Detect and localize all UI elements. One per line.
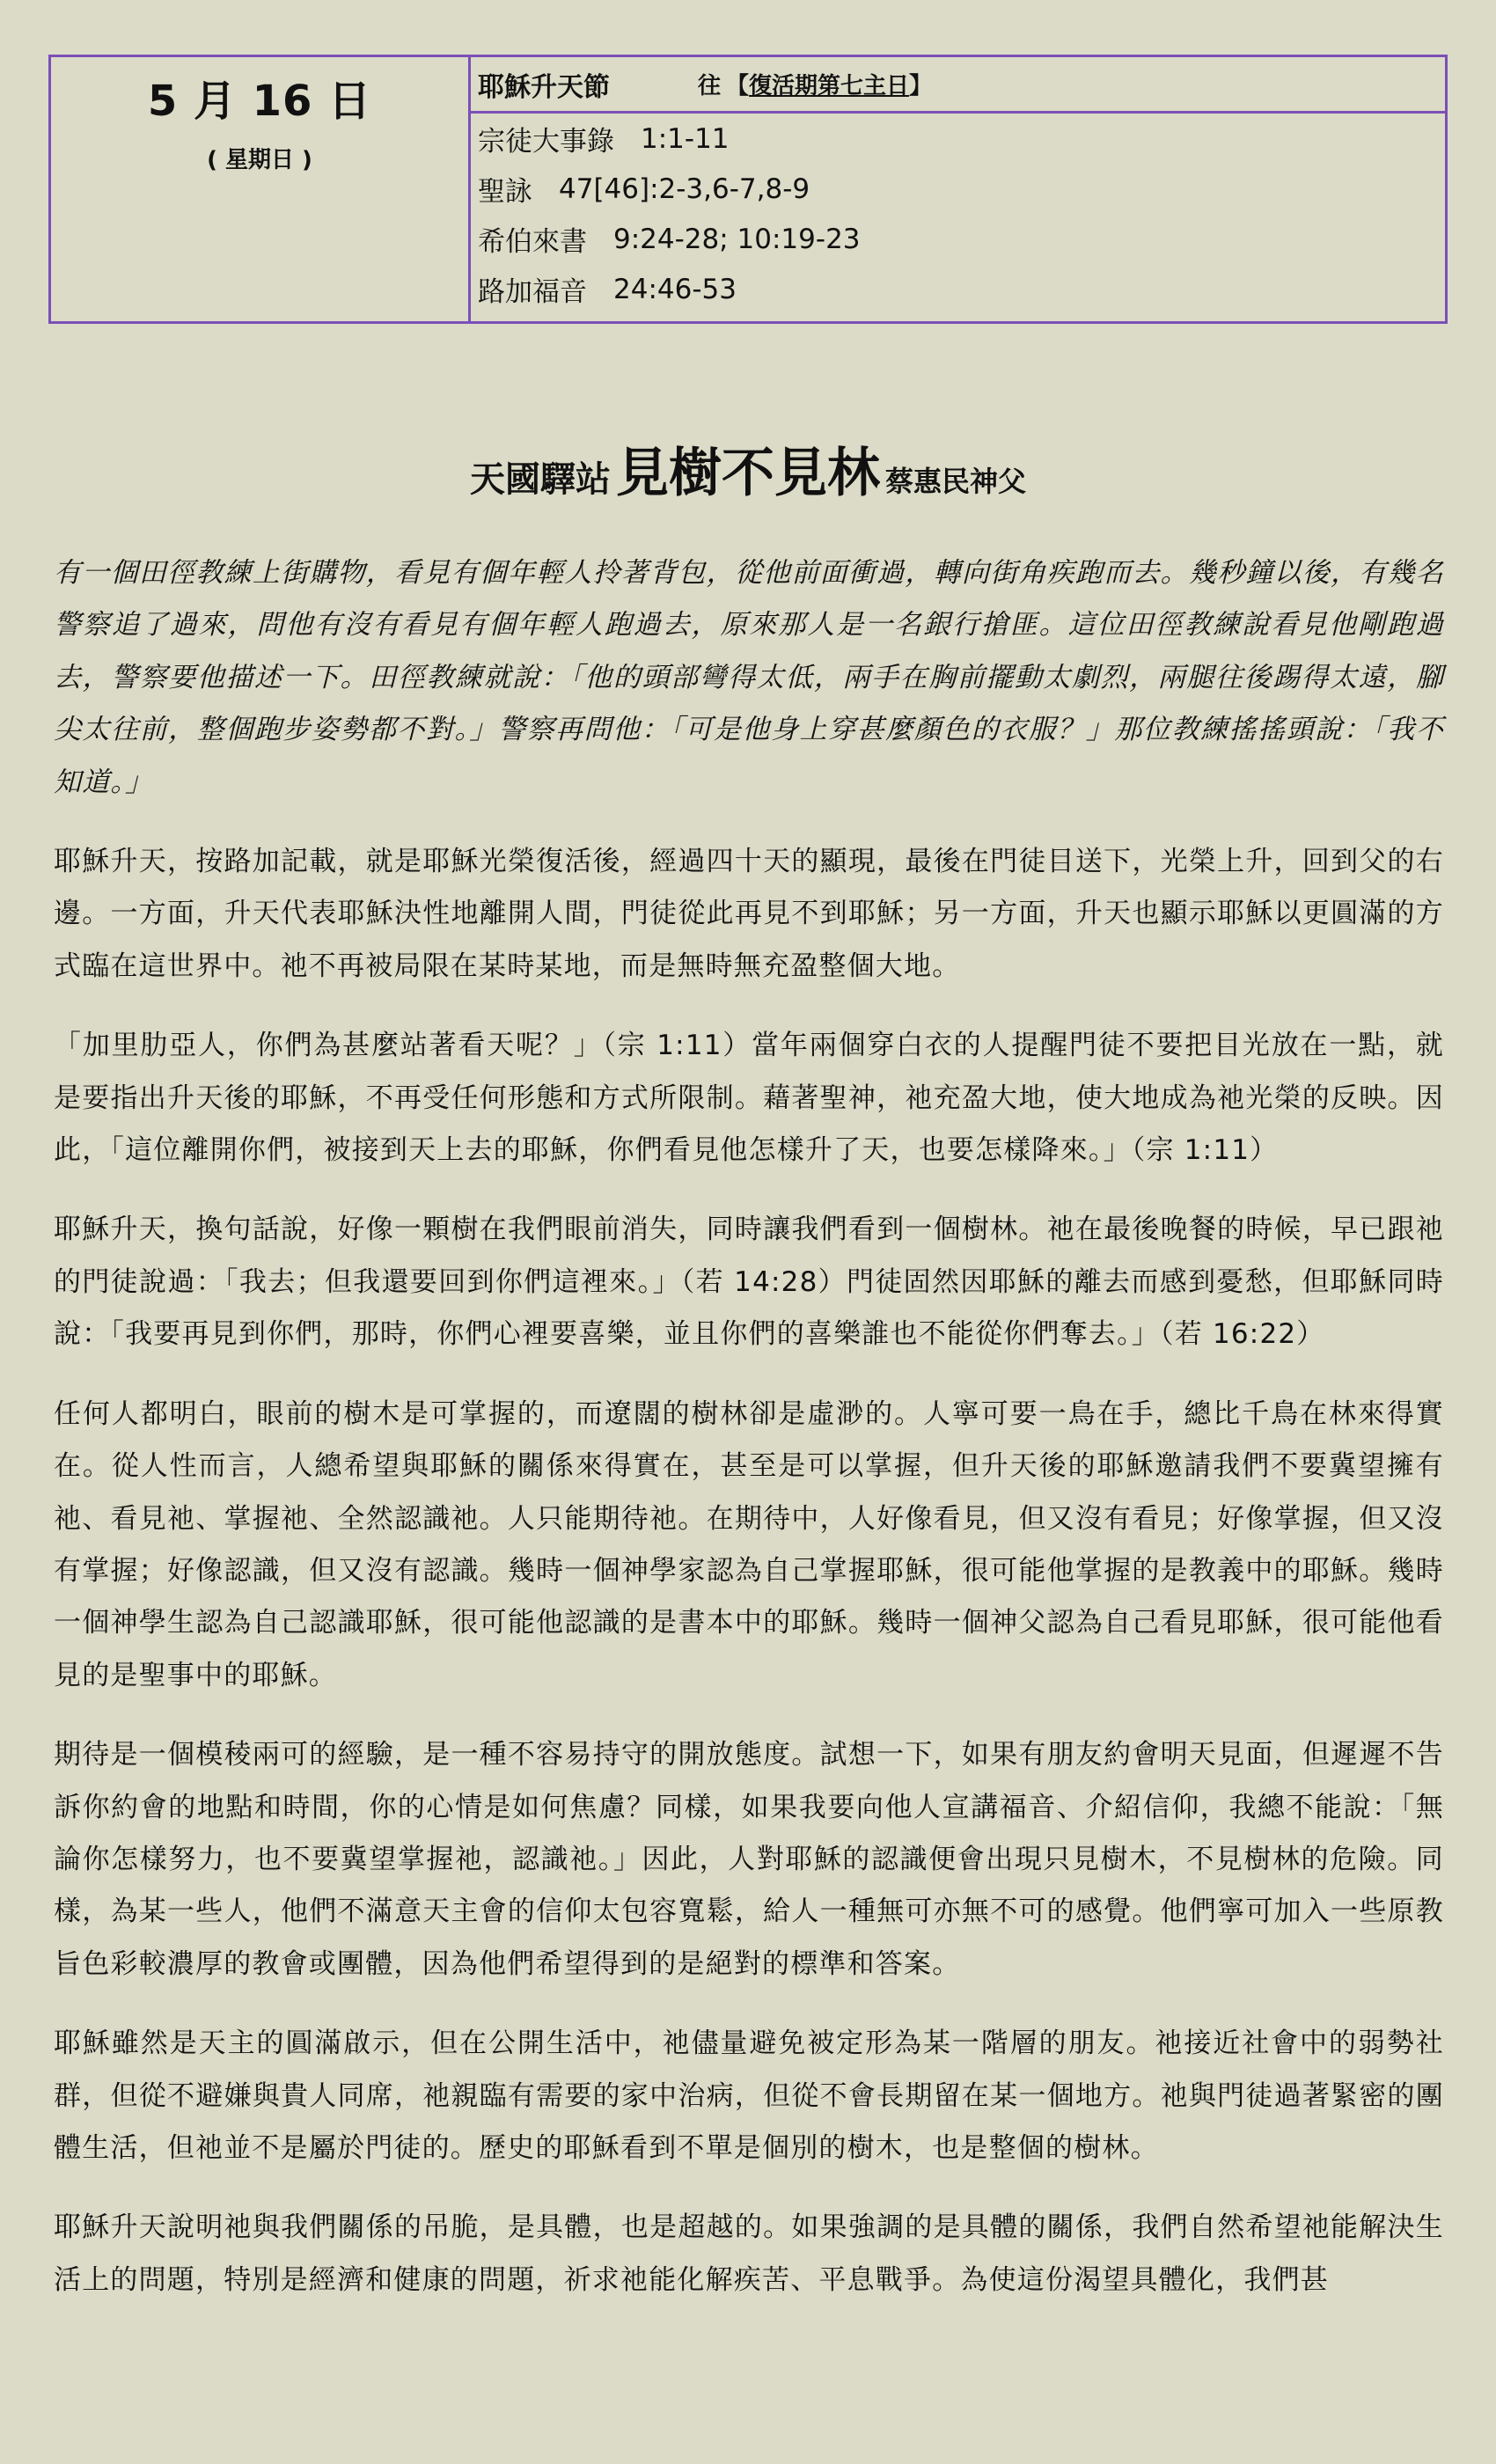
reading-row — [471, 164, 1445, 214]
feast-row — [471, 57, 1445, 114]
liturgy-header-table — [48, 55, 1448, 324]
reading-row — [471, 114, 1445, 164]
feast-season-text: 復活期第七主日 — [749, 73, 910, 99]
article-paragraph: 耶穌升天，換句話說，好像一顆樹在我們眼前消失，同時讓我們看到一個樹林。祂在最後晚餐的時候，早已跟祂的門徒說過：「我去；但我還要回到你們這裡來。」（若 14:28）門徒固然因耶穌的離去而感到憂愁，但耶穌同時說：「我要再見到你們，那時，你們心裡要喜樂，並且你們的喜樂誰也不能從你們奪去。」（若 16:22） — [54, 1214, 1444, 1351]
date-label: 5 月 16 日 — [147, 77, 372, 126]
feast-in-label: 往 — [698, 73, 722, 99]
article-title: 見樹不見林 — [615, 443, 880, 504]
feast-season-open: 【 — [726, 73, 750, 99]
column-name: 天國驛站 — [469, 459, 611, 500]
article-paragraph: 期待是一個模稜兩可的經驗，是一種不容易持守的開放態度。試想一下，如果有朋友約會明天見面，但遲遲不告訴你約會的地點和時間，你的心情是如何焦慮？同樣，如果我要向他人宣講福音、介紹信仰，我總不能說：「無論你怎樣努力，也不要冀望掌握祂，認識祂。」因此，人對耶穌的認識便會出現只見樹木，不見樹林的危險。同樣，為某一些人，他們不滿意天主會的信仰太包容寬鬆，給人一種無可亦無不可的感覺。他們寧可加入一些原教旨色彩較濃厚的教會或團體，因為他們希望得到的是絕對的標準和答案。 — [54, 1739, 1444, 1980]
feast-season-close: 】 — [909, 73, 933, 99]
article-paragraph: 耶穌升天說明祂與我們關係的吊脆，是具體，也是超越的。如果強調的是具體的關係，我們自然希望祂能解決生活上的問題，特別是經濟和健康的問題，祈求祂能化解疾苦、平息戰爭。為使這份渴望具體化，我們甚 — [54, 2211, 1444, 2296]
article-paragraph: 任何人都明白，眼前的樹木是可掌握的，而遼闊的樹林卻是虛渺的。人寧可要一鳥在手，總比千鳥在林來得實在。從人性而言，人總希望與耶穌的關係來得實在，甚至是可以掌握，但升天後的耶穌邀請我們不要冀望擁有祂、看見祂、掌握祂、全然認識祂。人只能期待祂。在期待中，人好像看見，但又沒有看見；好像掌握，但又沒有掌握；好像認識，但又沒有認識。幾時一個神學家認為自己掌握耶穌，很可能他掌握的是教義中的耶穌。幾時一個神學生認為自己認識耶穌，很可能他認識的是書本中的耶穌。幾時一個神父認為自己看見耶穌，很可能他看見的是聖事中的耶穌。 — [54, 1397, 1444, 1691]
weekday-label: ( 星期日 ) — [207, 147, 312, 173]
article-author: 蔡惠民神父 — [884, 465, 1026, 498]
article-paragraph: 耶穌升天，按路加記載，就是耶穌光榮復活後，經過四十天的顯現，最後在門徒目送下，光榮上升，回到父的右邊。一方面，升天代表耶穌決性地離開人間，門徒從此再見不到耶穌；另一方面，升天也顯示耶穌以更圓滿的方式臨在這世界中。祂不再被局限在某時某地，而是無時無充盈整個大地。 — [54, 846, 1444, 982]
feast-season — [726, 68, 932, 100]
reading-ref: 9:24-28; 10:19-23 — [613, 223, 861, 255]
article-paragraph: 有一個田徑教練上街購物，看見有個年輕人拎著背包，從他前面衝過，轉向街角疾跑而去。幾秒鐘以後，有幾名警察追了過來，問他有沒有看見有個年輕人跑過去，原來那人是一名銀行搶匪。這位田徑教練說看見他剛跑過去，警察要他描述一下。田徑教練就說：「他的頭部彎得太低，兩手在胸前擺動太劇烈，兩腿往後踢得太遠，腳尖太往前，整個跑步姿勢都不對。」警察再問他：「可是他身上穿甚麼顏色的衣服？」那位教練搖搖頭說：「我不知道。」 — [54, 557, 1444, 798]
date-cell — [51, 57, 471, 321]
reading-row — [471, 214, 1445, 264]
article-paragraph: 耶穌雖然是天主的圓滿啟示，但在公開生活中，祂儘量避免被定形為某一階層的朋友。祂接近社會中的弱勢社群，但從不避嫌與貴人同席，祂親臨有需要的家中治病，但從不會長期留在某一個地方。祂與門徒過著緊密的團體生活，但祂並不是屬於門徒的。歷史的耶穌看到不單是個別的樹木，也是整個的樹林。 — [54, 2028, 1444, 2164]
readings-cell — [471, 57, 1445, 321]
reading-row — [471, 264, 1445, 314]
feast-name: 耶穌升天節 — [478, 71, 610, 103]
reading-ref: 47[46]:2-3,6-7,8-9 — [559, 172, 810, 205]
article-title-line — [0, 431, 1496, 507]
reading-book: 聖詠 — [478, 176, 532, 208]
reading-book: 路加福音 — [478, 276, 587, 308]
reading-book: 宗徒大事錄 — [478, 126, 614, 158]
article-body — [54, 547, 1444, 2334]
reading-ref: 1:1-11 — [641, 122, 730, 155]
article-paragraph: 「加里肋亞人，你們為甚麼站著看天呢？」（宗 1:11）當年兩個穿白衣的人提醒門徒不要把目光放在一點，就是要指出升天後的耶穌，不再受任何形態和方式所限制。藉著聖神，祂充盈大地，使大地成為祂光榮的反映。因此，「這位離開你們，被接到天上去的耶穌，你們看見他怎樣升了天，也要怎樣降來。」（宗 1:11） — [54, 1030, 1444, 1167]
reading-ref: 24:46-53 — [613, 273, 737, 305]
reading-book: 希伯來書 — [478, 226, 587, 258]
